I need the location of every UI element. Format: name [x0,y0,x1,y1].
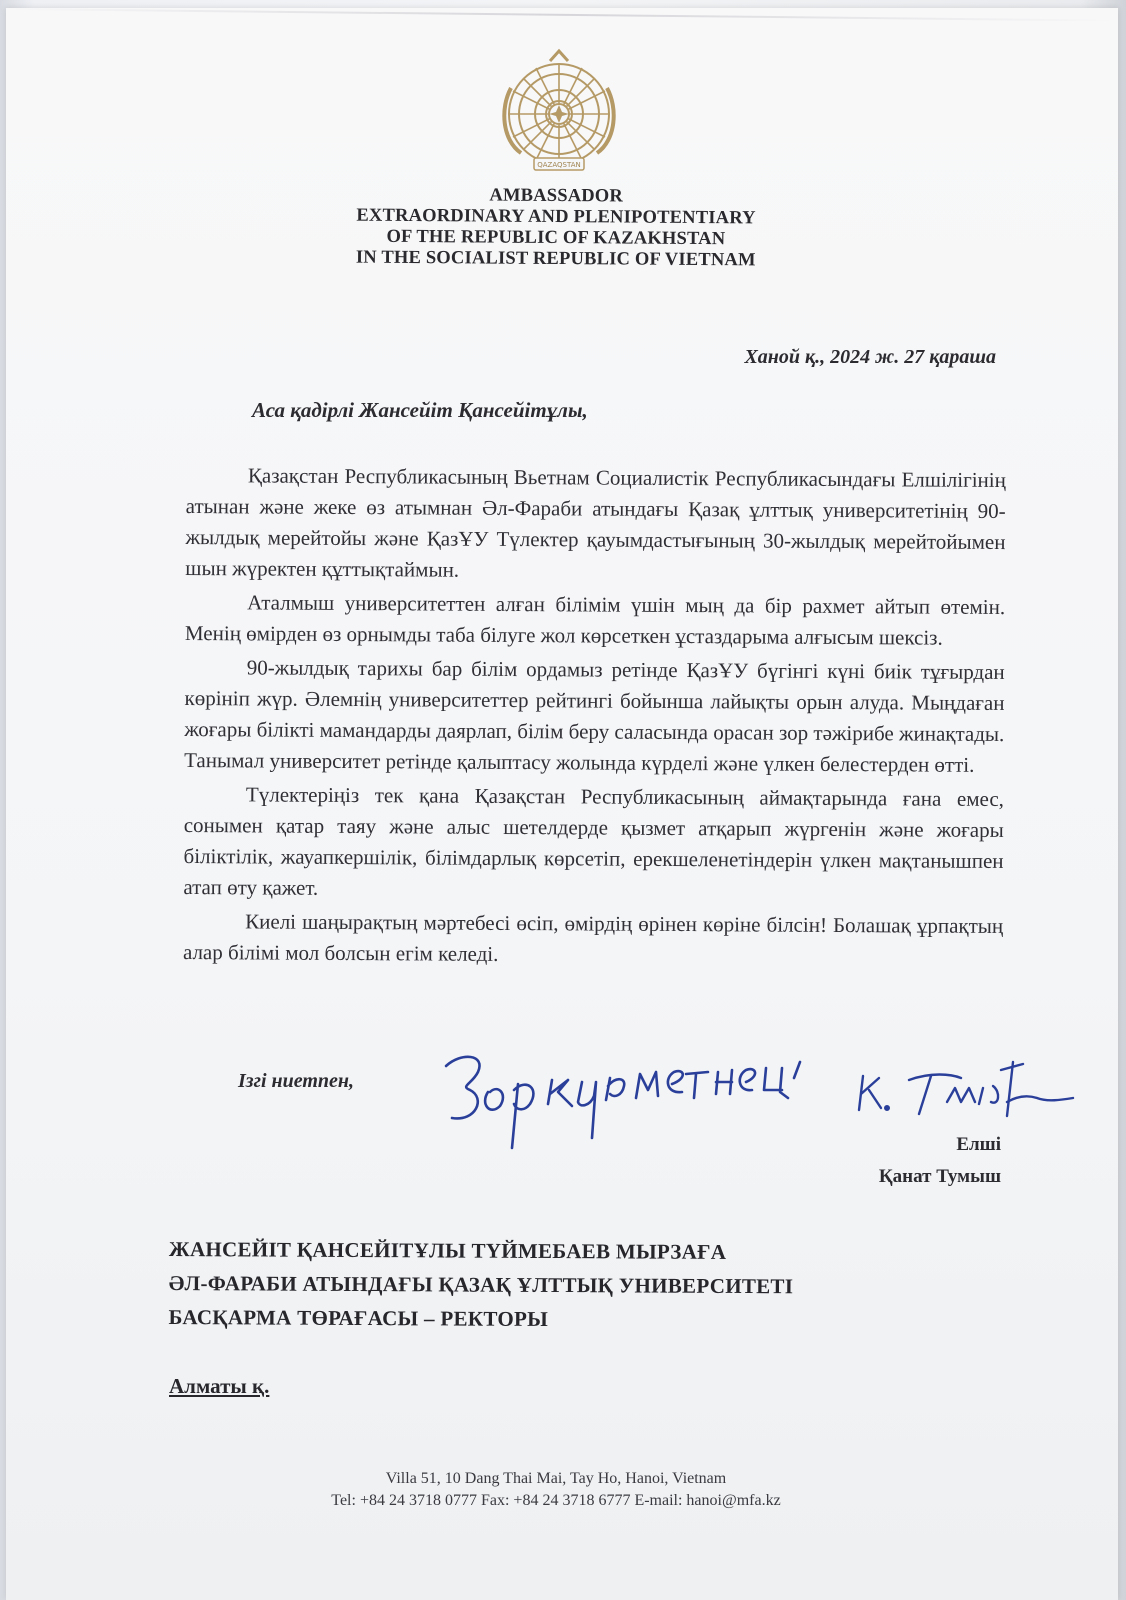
sender-title-line: IN THE SOCIALIST REPUBLIC OF VIETNAM [355,247,756,271]
signatory-name: Қанат Тумыш [878,1166,1001,1187]
addressee-block [168,1232,929,1338]
signature [851,1058,1076,1128]
sender-title-line: OF THE REPUBLIC OF KAZAKHSTAN [386,226,726,250]
addressee-line: ӘЛ-ФАРАБИ АТЫНДАҒЫ ҚАЗАҚ ҰЛТТЫҚ УНИВЕРСИТЕТІ [168,1270,794,1299]
sender-title-block [306,184,807,271]
salutation: Аса қадірлі Жансейіт Қансейітұлы, [252,398,588,422]
closing-phrase: Ізгі ниетпен, [238,1070,355,1092]
body-paragraph: Киелі шаңырақтың мәртебесі өсіп, өмірдің өрінен көріне білсін! Болашақ ұрпақтың алар білімі мол болсын егім келеді. [182,909,1004,966]
signatory-title: Елші [956,1134,1001,1155]
letter-date: Ханой қ., 2024 ж. 27 қараша [744,346,996,368]
letter-body [183,460,1006,976]
kazakhstan-emblem-icon [496,48,622,176]
body-paragraph: 90-жылдық тарихы бар білім ордамыз ретінде ҚазҰУ бүгінгі күні биік тұғырдан көрініп жүр. Әлемнің университеттер рейтингі бойынша лайықты орын алуда. Мыңдаған жоғары білікті мамандарды даярлап, білім беру саласында орасан зор тәжірибе жинақтады. Танымал университет ретінде қалыптасу жолында күрделі және үлкен белестерден өтті. [184,655,1005,777]
addressee-city: Алматы қ. [169,1374,270,1398]
handwritten-note [426,1038,826,1158]
addressee-line: БАСҚАРМА ТӨРАҒАСЫ – РЕКТОРЫ [168,1304,549,1331]
body-paragraph: Аталмыш университеттен алған білімім үшін мың да бір рахмет айтып өтемін. Менің өмірден өз орнымды таба білуге жол көрсеткен ұстаздарыма алғысым шексіз. [184,590,1006,650]
body-paragraph: Қазақстан Республикасының Вьетнам Социалистік Республикасындағы Елшілігінің атынан және жеке өз атымнан Әл-Фараби атындағы Қазақ ұлттық университетінің 90-жылдық мерейтойы және ҚазҰУ Түлектер қауымдастығының 30-жылдық мерейтойымен шын жүректен құттықтаймын. [185,463,1006,582]
letter-footer [276,1468,836,1512]
sender-title-line: AMBASSADOR [489,185,624,207]
footer-address: Villa 51, 10 Dang Thai Mai, Tay Ho, Hanoi, Vietnam [385,1470,727,1487]
signature-text: К. Тумыш [851,1127,856,1128]
letter-sheet [6,8,1118,1600]
body-paragraph: Түлектеріңіз тек қана Қазақстан Республикасының аймақтарында ғана емес, сонымен қатар таяу және алыс шетелдерде қызмет атқарып жүргенін және жоғары біліктілік, жауапкершілік, білімдарлық көрсетіп, ерекшеленетіндерін үлкен мақтанышпен атап өту қажет. [183,782,1005,900]
handwritten-note-text: Зор құрметпен, [426,1156,433,1157]
addressee-line: ЖАНСЕЙІТ ҚАНСЕЙІТҰЛЫ ТҮЙМЕБАЕВ МЫРЗАҒА [168,1236,727,1264]
paper-fold [6,8,1118,22]
emblem-ribbon-text: QAZAQSTAN [537,161,581,169]
footer-contacts: Tel: +84 24 3718 0777 Fax: +84 24 3718 6777 E-mail: hanoi@mfa.kz [331,1492,781,1509]
sender-title-line: EXTRAORDINARY AND PLENIPOTENTIARY [356,205,756,229]
